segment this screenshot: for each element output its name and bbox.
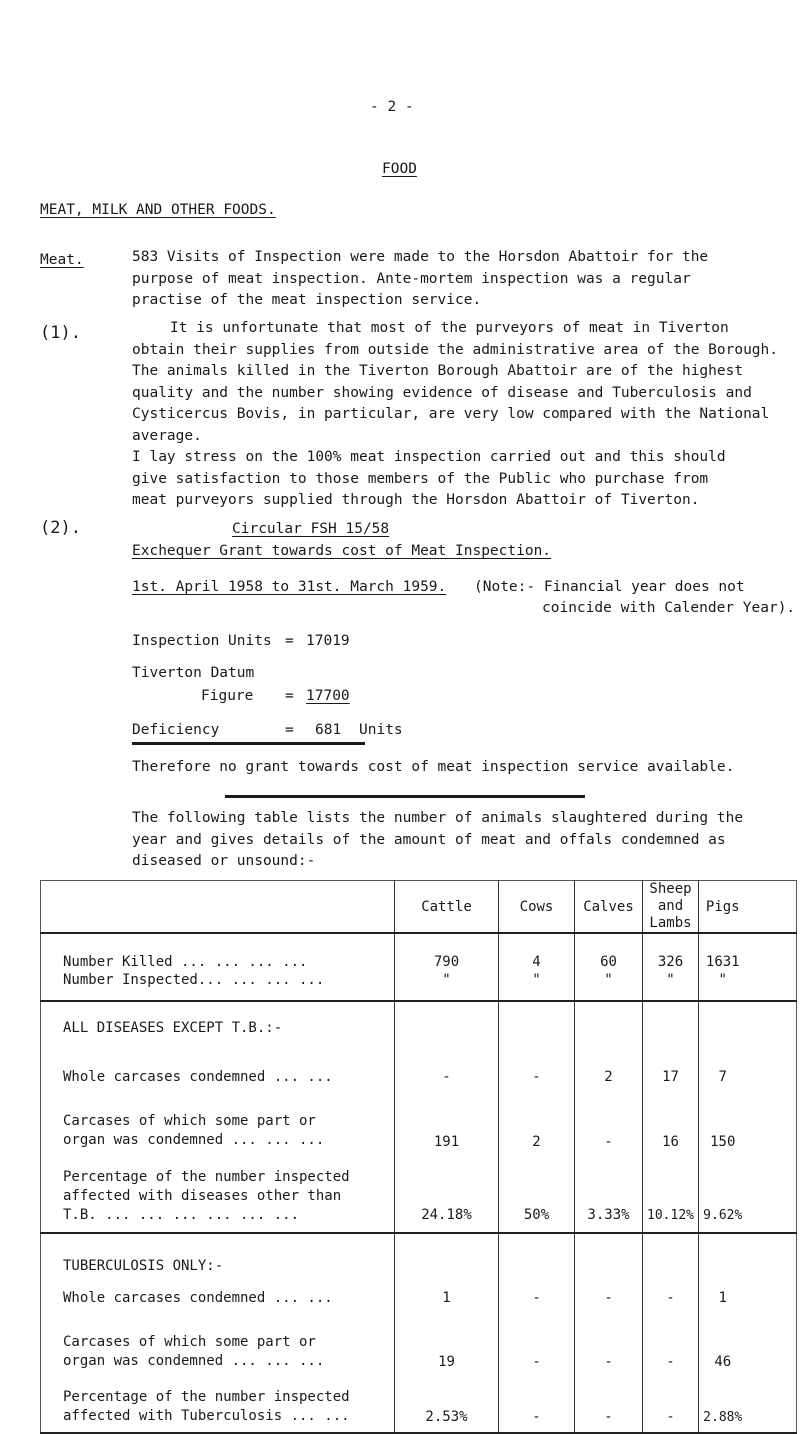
section-heading-row bbox=[41, 1001, 797, 1053]
label-line: Percentage of the number inspected bbox=[63, 1388, 350, 1405]
table-row bbox=[41, 1323, 797, 1381]
cell-cows: - bbox=[499, 1053, 575, 1101]
meat-inspection-table bbox=[40, 880, 797, 1434]
intro-line: year and gives details of the amount of meat and offals condemned as bbox=[132, 831, 726, 848]
item1-line: obtain their supplies from outside the administrative area of the Borough. bbox=[132, 341, 779, 358]
cell-sheep: - bbox=[643, 1381, 699, 1433]
header-and: and bbox=[657, 898, 684, 914]
item1-line: give satisfaction to those members of the Public who purchase from bbox=[132, 470, 709, 487]
cell-pigs: 2.88% bbox=[699, 1381, 747, 1433]
row-label bbox=[41, 1161, 395, 1233]
table-row bbox=[41, 1161, 797, 1233]
row-label bbox=[41, 1381, 395, 1433]
meat-line: practise of the meat inspection service. bbox=[132, 292, 482, 308]
cell-pigs: 1 bbox=[699, 1273, 747, 1323]
label-line: organ was condemned ... ... ... bbox=[63, 1132, 325, 1148]
period: 1st. April 1958 to 31st. March 1959. bbox=[132, 579, 447, 595]
item1-label: (1). bbox=[40, 323, 81, 343]
cell-pad bbox=[747, 933, 797, 969]
cell-calves: " bbox=[575, 969, 643, 1001]
header-sheep-lambs bbox=[643, 881, 699, 934]
table-row bbox=[41, 1381, 797, 1433]
meat-line: 583 Visits of Inspection were made to the Horsdon Abattoir for the bbox=[132, 249, 709, 265]
item1-paragraph bbox=[132, 318, 778, 512]
table-row bbox=[41, 969, 797, 1001]
cell-pad bbox=[747, 1053, 797, 1101]
cell-cows: " bbox=[499, 969, 575, 1001]
header-lambs: Lambs bbox=[649, 915, 692, 931]
row-label: Number Killed ... ... ... ... bbox=[63, 954, 308, 970]
label-line: T.B. ... ... ... ... ... ... bbox=[63, 1207, 300, 1223]
deficiency-label: Deficiency bbox=[132, 722, 220, 738]
label-line: Carcases of which some part or bbox=[63, 1113, 316, 1129]
cell-pigs: 1631 bbox=[699, 933, 747, 969]
cell-calves: 2 bbox=[575, 1053, 643, 1101]
cell-calves: - bbox=[575, 1323, 643, 1381]
header-calves: Calves bbox=[575, 881, 643, 934]
cell-sheep: - bbox=[643, 1323, 699, 1381]
meat-label: Meat. bbox=[40, 252, 84, 268]
item2-label: (2). bbox=[40, 518, 81, 538]
cell-calves: 3.33% bbox=[575, 1161, 643, 1233]
conclusion: Therefore no grant towards cost of meat inspection service available. bbox=[132, 759, 735, 775]
item1-line: average. bbox=[132, 427, 202, 444]
page-number: - 2 - bbox=[370, 99, 414, 115]
inspection-units-label: Inspection Units bbox=[132, 633, 272, 649]
cell-sheep: " bbox=[643, 969, 699, 1001]
cell-cattle: - bbox=[395, 1053, 499, 1101]
table-row bbox=[41, 1053, 797, 1101]
datum-label: Tiverton Datum bbox=[132, 665, 255, 681]
deficiency-unit: Units bbox=[359, 722, 403, 738]
cell-pigs: 46 bbox=[699, 1323, 747, 1381]
cell-calves: 60 bbox=[575, 933, 643, 969]
item1-line: meat purveyors supplied through the Horsdon Abattoir of Tiverton. bbox=[132, 492, 700, 508]
cell-cows: 4 bbox=[499, 933, 575, 969]
cell-cattle: 2.53% bbox=[395, 1381, 499, 1433]
label-line: affected with diseases other than bbox=[63, 1188, 342, 1204]
header-blank bbox=[41, 881, 395, 934]
section-heading-row bbox=[41, 1233, 797, 1273]
deficiency-value: 681 bbox=[315, 722, 342, 738]
header-pigs: Pigs bbox=[699, 881, 747, 934]
item1-line: It is unfortunate that most of the purveyors of meat in Tiverton bbox=[170, 320, 729, 336]
deficiency-eq: = bbox=[285, 722, 294, 738]
cell-pad bbox=[747, 1101, 797, 1161]
label-line: Carcases of which some part or bbox=[63, 1334, 316, 1350]
deficiency-rule bbox=[132, 742, 365, 745]
table-row bbox=[41, 1273, 797, 1323]
cell-pigs: 150 bbox=[699, 1101, 747, 1161]
cell-cows: - bbox=[499, 1323, 575, 1381]
cell-pad bbox=[747, 1381, 797, 1433]
table-row bbox=[41, 933, 797, 969]
period-note: (Note:- Financial year does not bbox=[474, 579, 745, 595]
header-cows: Cows bbox=[499, 881, 575, 934]
label-line: organ was condemned ... ... ... bbox=[63, 1353, 325, 1369]
section-heading: ALL DISEASES EXCEPT T.B.:- bbox=[41, 1001, 395, 1053]
table-row bbox=[41, 1101, 797, 1161]
cell-pad bbox=[747, 969, 797, 1001]
cell-cattle: 1 bbox=[395, 1273, 499, 1323]
row-label bbox=[41, 1101, 395, 1161]
cell-cattle: " bbox=[395, 969, 499, 1001]
cell-pigs: " bbox=[699, 969, 747, 1001]
item1-line: quality and the number showing evidence of disease and Tuberculosis and bbox=[132, 384, 752, 401]
meat-paragraph bbox=[132, 247, 708, 312]
period-note: coincide with Calender Year). bbox=[542, 600, 796, 616]
item1-line: The animals killed in the Tiverton Borough Abattoir are of the highest bbox=[132, 363, 744, 379]
cell-calves: - bbox=[575, 1101, 643, 1161]
item1-line: Cysticercus Bovis, in particular, are very low compared with the National bbox=[132, 406, 770, 422]
inspection-units-value: 17019 bbox=[306, 633, 350, 649]
circular-title: Circular FSH 15/58 bbox=[232, 521, 390, 537]
section-title: FOOD bbox=[382, 161, 417, 177]
subtitle: MEAT, MILK AND OTHER FOODS. bbox=[40, 202, 276, 218]
label-line: affected with Tuberculosis ... ... bbox=[63, 1407, 350, 1424]
cell-sheep: 10.12% bbox=[643, 1161, 699, 1233]
cell-calves: - bbox=[575, 1381, 643, 1433]
datum-value: 17700 bbox=[306, 688, 350, 704]
cell-pad bbox=[747, 1323, 797, 1381]
intro-line: The following table lists the number of animals slaughtered during the bbox=[132, 810, 744, 826]
cell-cows: 50% bbox=[499, 1161, 575, 1233]
cell-cattle: 19 bbox=[395, 1323, 499, 1381]
cell-cows: 2 bbox=[499, 1101, 575, 1161]
header-sheep: Sheep bbox=[649, 881, 692, 897]
cell-sheep: 16 bbox=[643, 1101, 699, 1161]
intro-line: diseased or unsound:- bbox=[132, 853, 316, 869]
cell-pad bbox=[747, 1273, 797, 1323]
row-label bbox=[41, 1323, 395, 1381]
row-label: Whole carcases condemned ... ... bbox=[63, 1069, 333, 1085]
cell-cattle: 790 bbox=[395, 933, 499, 969]
label-line: Percentage of the number inspected bbox=[63, 1169, 350, 1185]
datum-label: Figure bbox=[201, 688, 254, 704]
cell-cattle: 191 bbox=[395, 1101, 499, 1161]
cell-pigs: 7 bbox=[699, 1053, 747, 1101]
table-header-row bbox=[41, 881, 797, 934]
cell-calves: - bbox=[575, 1273, 643, 1323]
circular-subtitle: Exchequer Grant towards cost of Meat Inspection. bbox=[132, 543, 552, 559]
cell-sheep: 17 bbox=[643, 1053, 699, 1101]
section-heading: TUBERCULOSIS ONLY:- bbox=[41, 1233, 395, 1273]
item1-line: I lay stress on the 100% meat inspection carried out and this should bbox=[132, 449, 726, 465]
header-cattle: Cattle bbox=[395, 881, 499, 934]
row-label: Number Inspected... ... ... ... bbox=[63, 972, 325, 988]
meat-line: purpose of meat inspection. Ante-mortem inspection was a regular bbox=[132, 270, 691, 287]
header-pad bbox=[747, 881, 797, 934]
cell-sheep: - bbox=[643, 1273, 699, 1323]
cell-cattle: 24.18% bbox=[395, 1161, 499, 1233]
datum-eq: = bbox=[285, 688, 294, 704]
cell-cows: - bbox=[499, 1381, 575, 1433]
cell-sheep: 326 bbox=[643, 933, 699, 969]
cell-cows: - bbox=[499, 1273, 575, 1323]
table-intro bbox=[132, 808, 743, 873]
inspection-units-eq: = bbox=[285, 633, 294, 649]
cell-pigs: 9.62% bbox=[699, 1161, 747, 1233]
divider-rule bbox=[225, 795, 585, 798]
row-label: Whole carcases condemned ... ... bbox=[63, 1290, 333, 1306]
cell-pad bbox=[747, 1161, 797, 1233]
